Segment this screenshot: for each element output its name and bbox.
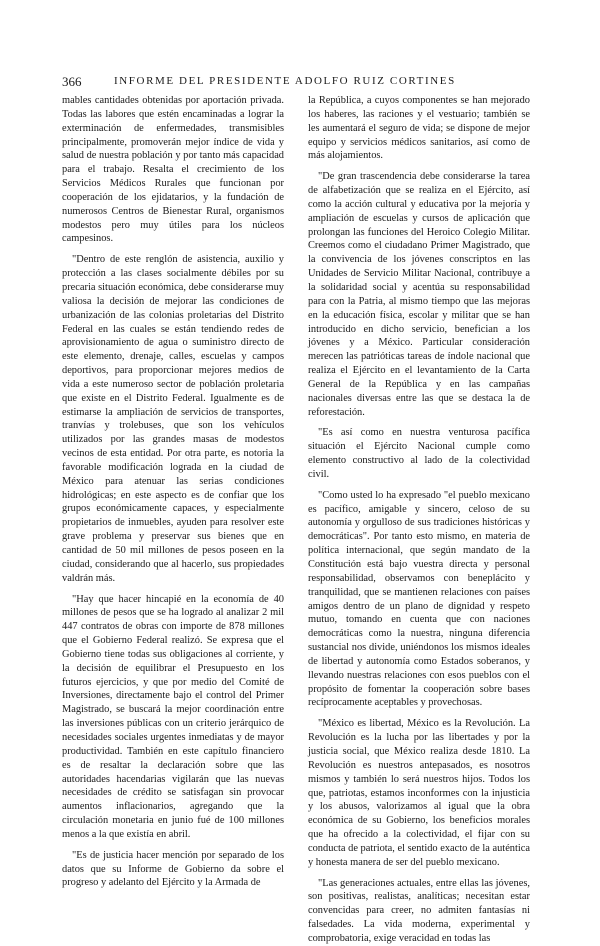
running-header: [62, 74, 540, 90]
paragraph: la República, a cuyos componentes se han mejorado los haberes, las raciones y el vestuario; también se les aumentará el seguro de vida; se dispone de mejor equipo y servicios médicos sanitarios, así como de más alojamientos.: [308, 95, 530, 162]
left-column: [62, 94, 284, 890]
running-title: INFORME DEL PRESIDENTE ADOLFO RUIZ CORTINES: [114, 75, 456, 87]
paragraph: "Es de justicia hacer mención por separado de los datos que su Informe de Gobierno da sobre el progreso y adelanto del Ejército y la Armada de: [62, 849, 284, 889]
right-column: [308, 94, 530, 946]
paragraph: mables cantidades obtenidas por aportación privada. Todas las labores que estén encaminadas a lograr la exterminación de enfermedades, transmisibles principalmente, promoverán mejor índice de vida y salud de nuestra población y por tanto más capacidad para el trabajo. Resalta el crecimiento de los Servicios Médicos Rurales que funcionan por cooperación de los ejidatarios, y la fundación de numerosos Centros de Bienestar Rural, organismos modestos pero muy útiles para los núcleos campesinos.: [62, 95, 284, 245]
paragraph: "Dentro de este renglón de asistencia, auxilio y protección a las clases socialmente débiles por su precaria situación económica, debe considerarse muy valiosa la decisión de mejorar las condiciones de urbanización de las colonias proletarias del Distrito Federal en las cuales se están tendiendo redes de aprovisionamiento de agua o suministro directo de este elemento, drenaje, calles, escuelas y campos deportivos, para proporcionar mejores medios de vida a este numeroso sector de población proletaria que existe en el Distrito Federal. Igualmente es de estimarse la ampliación de servicios de transportes, tranvías y trolebuses, que son los vehículos utilizados por las grandes masas de modestos vecinos de esta entidad. Por otra parte, es notoria la favorable modificación lograda en la ciudad de México para atenuar las serias condiciones hidrológicas; en este aspecto es de confiar que los grupos económicamente capaces, y especialmente propietarios de inmuebles, ayuden para resolver este grave problema y preservar sus bienes que en cantidad de 50 mil millones de pesos poseen en la ciudad, considerando que al hacerlo, sus propiedades valdrán más.: [62, 254, 284, 584]
paragraph: "Hay que hacer hincapié en la economía de 40 millones de pesos que se ha logrado al analizar 2 mil 447 contratos de obras con importe de 878 millones que el Gobierno Federal realizó. Se expresa que el Gobierno tiene todas sus obligaciones al corriente, y la decisión de equilibrar el Presupuesto en los futuros ejercicios, y que por medio del Comité de Inversiones, directamente bajo el control del Primer Magistrado, se buscará la mejor coordinación entre las inversiones públicas con un criterio jerárquico de necesidades sociales urgentes inmediatas y de mayor productividad. También en este capítulo financiero es de resaltar la declaración sobre que las autoridades hacendarias vigilarán que las nuevas necesidades de crédito se satisfagan sin provocar aumentos inflacionarios, agregando que la circulación monetaria en junio fué de 100 millones menos a la que existía en abril.: [62, 593, 284, 840]
paragraph: "Es así como en nuestra venturosa pacífica situación el Ejército Nacional cumple como elemento constructivo al lado de la colectividad civil.: [308, 427, 530, 480]
paragraph: "México es libertad, México es la Revolución. La Revolución es la lucha por las libertades y por la justicia social, que México realiza desde 1810. La Revolución es nuestros antepasados, es nosotros mismos y también lo será nuestros hijos. Todos los que, patriotas, estamos inconformes con la injusticia y los abusos, valorizamos al igual que la obra económica de su Gobierno, los beneficios morales que ha ofrecido a la colectividad, el fijar con su conducta de patriota, el sentido exacto de la auténtica y honesta manera de ser del pueblo mexicano.: [308, 718, 530, 868]
page-number: 366: [62, 74, 82, 89]
paragraph: "De gran trascendencia debe considerarse la tarea de alfabetización que se realiza en el Ejército, así como la acción cultural y educativa por la mejoría y ampliación de escuelas y cursos de aplicación que prolongan las funciones del Heroico Colegio Militar. Creemos como el ciudadano Primer Magistrado, que la convivencia de los jóvenes conscriptos en las Unidades de Servicio Militar Nacional, contribuye a la solidaridad social y acentúa su responsabilidad para con la Patria, al mismo tiempo que las mejoras en la educación física, escolar y militar que se han introducido en dicho servicio, benefician a los jóvenes y a México. Particular consideración merecen las patrióticas tareas de índole nacional que realiza el Ejército en el levantamiento de la Carta General de la República y en las campañas nacionales diversas entre las que se destaca la de reforestación.: [308, 171, 530, 418]
paragraph: "Como usted lo ha expresado "el pueblo mexicano es pacífico, amigable y sincero, celoso de su autonomía y orgulloso de sus tradiciones históricas y democráticas". Por tanto esto mismo, en materia de política internacional, que según mandato de la Constitución está bajo vuestra directa y personal responsabilidad, observamos con beneplácito y tranquilidad, que se mantienen relaciones con países amigos dentro de un plano de dignidad y respeto mutuo, tomando en cuenta que con naciones democráticas como la nuestra, ninguna diferencia sustancial nos divide, uniéndonos los mismos ideales de libertad y autonomía como Estados soberanos, y llevando nuestras relaciones con esos pueblos con el propósito de fomentar la cooperación sobre bases recíprocamente aceptables y provechosas.: [308, 489, 530, 709]
paragraph: "Las generaciones actuales, entre ellas las jóvenes, son positivas, realistas, analíticas; necesitan estar convencidas para creer, no admiten fantasías ni falsedades. La vida moderna, experimental y comprobatoria, exige veracidad en todas las: [308, 877, 530, 944]
